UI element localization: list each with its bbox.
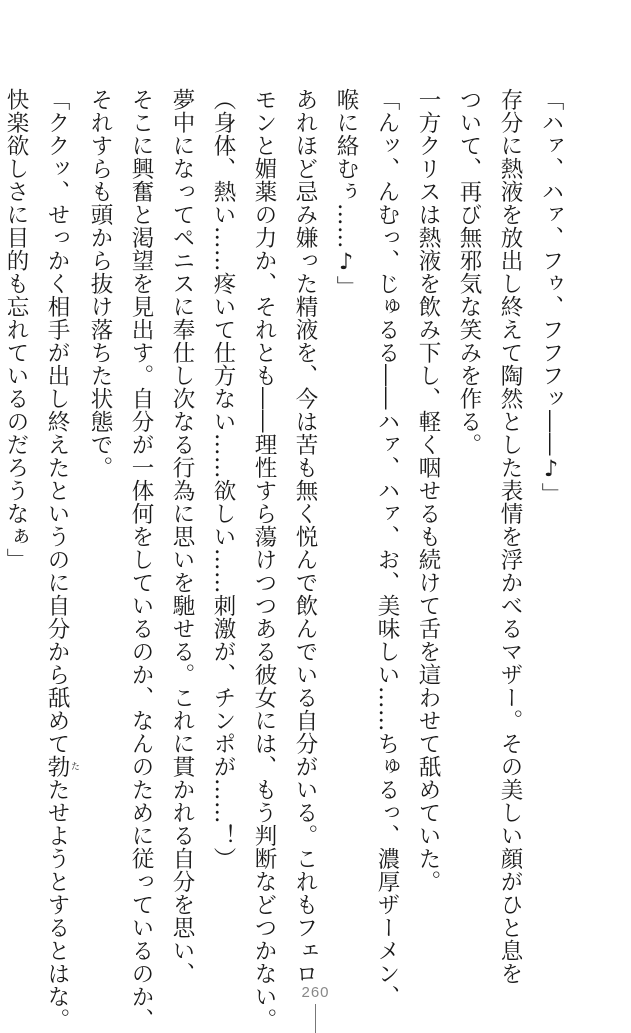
text-line: 夢中になってペニスに奉仕し次なる行為に思いを馳せる。これに貫かれる自分を思い、 [169,88,195,985]
text-line: 快楽欲しさに目的も忘れているのだろうなぁ」 [3,88,29,571]
page-footer [0,982,631,1001]
page-number-rule [315,1004,316,1033]
text-line: 一方クリスは熱液を飲み下し、軽く咽せるも続けて舌を這わせて舐めていた。 [415,88,441,893]
text-line: 存分に熱液を放出し終えて陶然とした表情を浮かべるマザー。その美しい顔がひと息を [497,88,523,985]
text-line: 喉に絡むぅ……♪」 [333,88,359,299]
text-line: そこに興奮と渇望を見出す。自分が一体何をしているのか、なんのために従っているのか、 [128,88,154,1031]
text-line: 「んッ、んむっ、じゅるる――ハァ、ハァ、お、美味しい……ちゅるっ、濃厚ザーメン、 [374,88,400,1008]
text-line: （身体、熱い……疼いて仕方ない……欲しい……刺激が、チンポが……！） [210,88,236,870]
text-line: 「ククッ、せっかく相手が出し終えたというのに自分から舐めて勃 たたせようとするとはな。 [44,88,79,1031]
page-number: 260 [301,984,330,1001]
furigana-text: た [69,755,79,778]
text-line: あれほど忌み嫌った精液を、今は苦も無く悦んで飲んでいる自分がいる。これもフェロ [292,88,318,985]
text-line: 「ハァ、ハァ、フゥ、フフフッ――♪」 [538,88,564,506]
text-line: それすらも頭から抜け落ちた状態で。 [87,88,113,479]
text-line: モンと媚薬の力か、それとも――理性すら蕩けつつある彼女には、もう判断などつかない。 [251,88,277,1031]
text-line: ついて、再び無邪気な笑みを作る。 [456,88,482,456]
furigana-ruby: 勃 た [44,755,79,778]
